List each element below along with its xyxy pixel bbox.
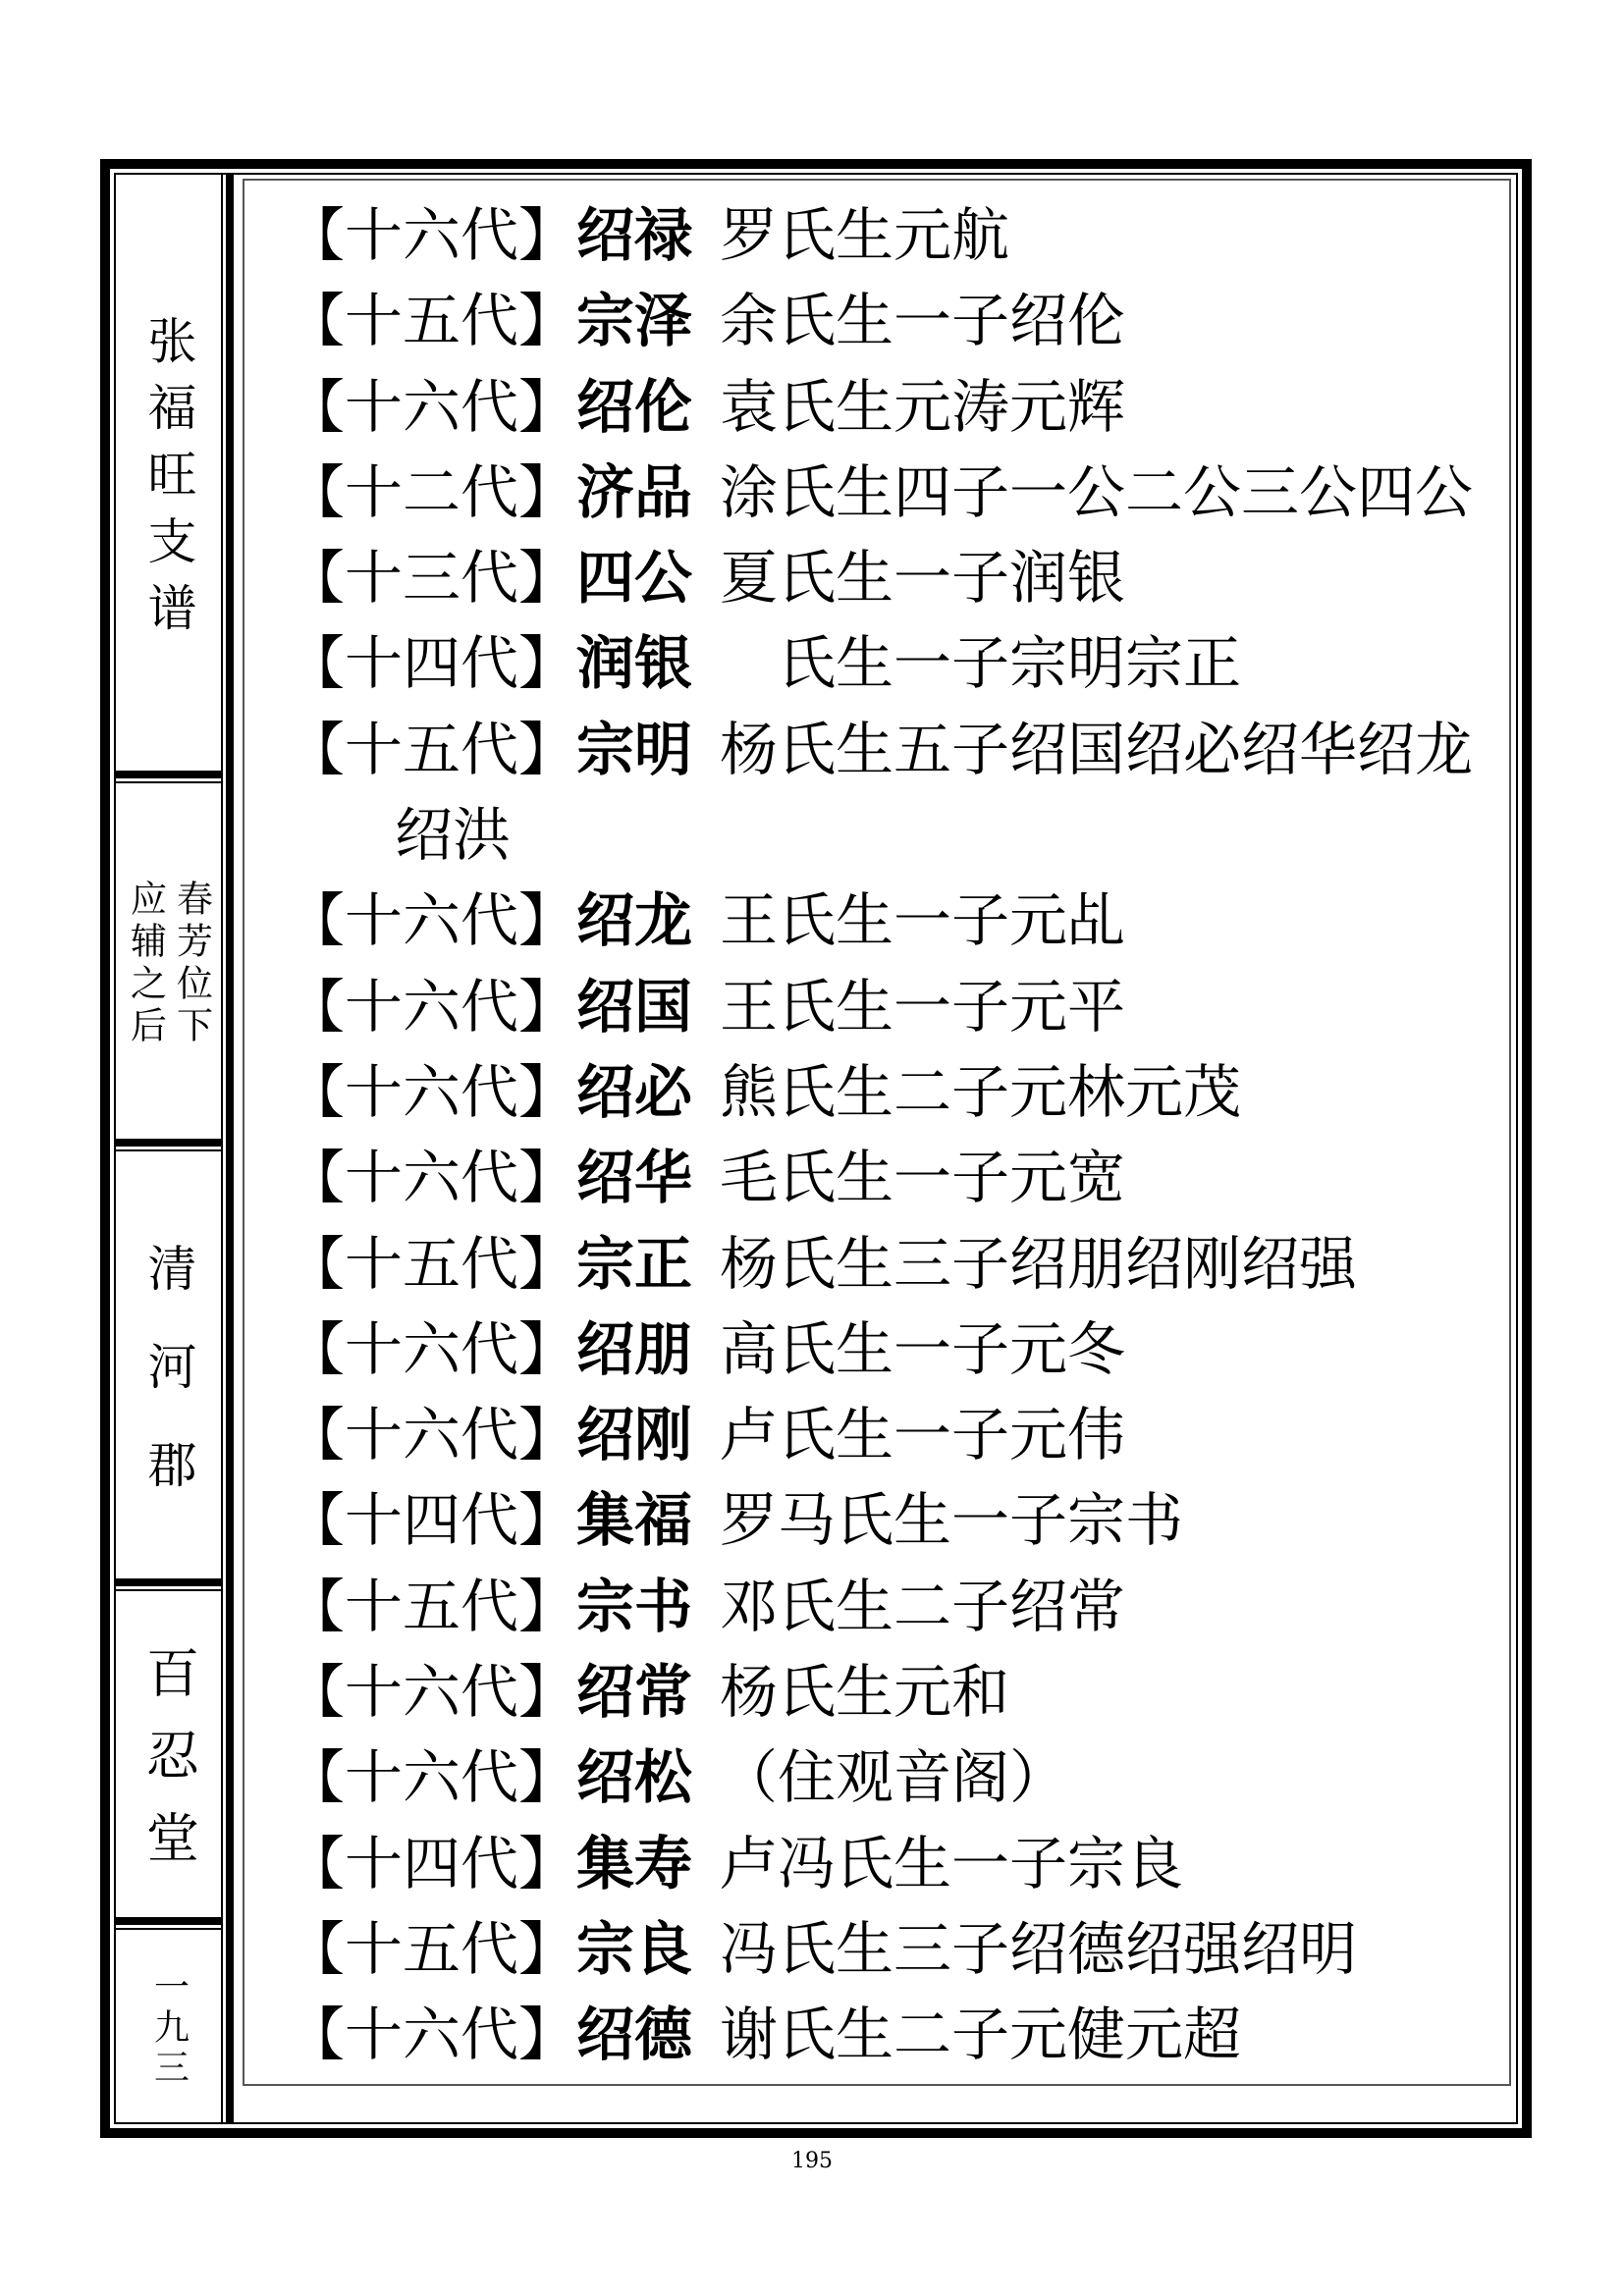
entry-description: 罗氏生元航 <box>720 201 1010 269</box>
branch-line-left: 应辅之后 <box>124 880 167 1048</box>
sidebar-separator <box>116 1578 221 1586</box>
entry-description: 余氏生一子绍伦 <box>720 287 1126 355</box>
entry-row <box>287 535 1504 620</box>
entry-row <box>287 1649 1504 1735</box>
generation-label: 【十六代】 <box>287 1743 577 1812</box>
sidebar-divider-thin <box>221 175 223 2122</box>
sidebar-commandery-box <box>116 1151 221 1578</box>
entry-description: 涂氏生四子一公二公三公四公 <box>720 457 1474 526</box>
entry-row <box>287 1992 1504 2077</box>
entry-row <box>287 192 1504 278</box>
sidebar-separator <box>116 771 221 778</box>
entry-description: 氏生一子宗明宗正 <box>720 629 1242 698</box>
entry-description-continued: 绍洪 <box>395 801 512 870</box>
entry-row <box>287 1477 1504 1563</box>
entry-description: 杨氏生元和 <box>720 1658 1010 1727</box>
generation-label: 【十五代】 <box>287 1229 577 1298</box>
person-name: 绍必 <box>576 1057 693 1126</box>
generation-label: 【十五代】 <box>287 287 577 355</box>
entry-description: （住观音阁） <box>720 1743 1068 1812</box>
sidebar-hall-box <box>116 1591 221 1917</box>
person-name: 宗明 <box>576 715 693 783</box>
entry-row <box>287 1221 1504 1307</box>
generation-label: 【十六代】 <box>287 1401 577 1469</box>
person-name: 绍常 <box>576 1658 693 1727</box>
entry-description: 卢冯氏生一子宗良 <box>720 1829 1184 1897</box>
entry-row <box>287 1392 1504 1477</box>
generation-label: 【十二代】 <box>287 457 577 526</box>
person-name: 宗良 <box>576 1914 693 1983</box>
person-name: 济品 <box>576 457 693 526</box>
entry-description: 卢氏生一子元伟 <box>720 1401 1126 1469</box>
genealogy-title: 张福旺支谱 <box>139 314 197 649</box>
branch-lines <box>124 874 213 1048</box>
generation-label: 【十六代】 <box>287 372 577 441</box>
entry-row <box>287 1135 1504 1220</box>
person-name: 集福 <box>576 1486 693 1555</box>
entry-description: 高氏生一子元冬 <box>720 1314 1126 1383</box>
entry-description: 袁氏生元涛元辉 <box>720 372 1126 441</box>
sidebar-page-box <box>116 1930 221 2122</box>
entry-description: 王氏生一子元平 <box>720 972 1126 1041</box>
generation-label: 【十五代】 <box>287 715 577 783</box>
generation-label: 【十四代】 <box>287 1829 577 1897</box>
generation-label: 【十四代】 <box>287 1486 577 1555</box>
generation-label: 【十六代】 <box>287 201 577 269</box>
entry-row <box>287 364 1504 450</box>
page-number: 195 <box>791 2149 833 2173</box>
entry-description: 王氏生一子元乩 <box>720 886 1126 955</box>
entry-description: 邓氏生二子绍常 <box>720 1572 1126 1640</box>
person-name: 绍松 <box>576 1743 693 1812</box>
generation-label: 【十六代】 <box>287 1057 577 1126</box>
entry-row <box>287 707 1504 792</box>
entry-row <box>287 278 1504 363</box>
sidebar-title-box <box>116 175 221 771</box>
commandery-name: 清河郡 <box>139 1242 197 1537</box>
entry-row <box>287 964 1504 1049</box>
entry-row <box>287 1307 1504 1392</box>
generation-label: 【十五代】 <box>287 1572 577 1640</box>
entry-row <box>287 1735 1504 1820</box>
generation-label: 【十六代】 <box>287 1144 577 1212</box>
entry-description: 毛氏生一子元宽 <box>720 1144 1126 1212</box>
sidebar-separator <box>116 1917 221 1925</box>
entry-description: 冯氏生三子绍德绍强绍明 <box>720 1914 1358 1983</box>
entry-description: 熊氏生二子元林元茂 <box>720 1057 1242 1126</box>
person-name: 宗书 <box>576 1572 693 1640</box>
person-name: 集寿 <box>576 1829 693 1897</box>
entry-row <box>287 1564 1504 1649</box>
entry-row <box>287 620 1504 706</box>
person-name: 绍龙 <box>576 886 693 955</box>
entry-row <box>287 878 1504 963</box>
person-name: 宗泽 <box>576 287 693 355</box>
entry-row <box>287 1049 1504 1135</box>
entry-row <box>287 1906 1504 1992</box>
generation-label: 【十六代】 <box>287 1658 577 1727</box>
entry-continuation <box>287 792 1504 878</box>
hall-name: 百忍堂 <box>137 1645 200 1893</box>
branch-line-right: 春芳位下 <box>170 880 213 1048</box>
person-name: 绍伦 <box>576 372 693 441</box>
person-name: 绍德 <box>576 2001 693 2069</box>
genealogy-entries <box>287 192 1504 2078</box>
chinese-page-number: 一九三 <box>148 1968 189 2089</box>
person-name: 绍朋 <box>576 1314 693 1383</box>
generation-label: 【十三代】 <box>287 544 577 613</box>
entry-description: 谢氏生二子元健元超 <box>720 2001 1242 2069</box>
sidebar-divider-thick <box>226 175 234 2122</box>
person-name: 绍华 <box>576 1144 693 1212</box>
generation-label: 【十五代】 <box>287 1914 577 1983</box>
person-name: 润银 <box>576 629 693 698</box>
generation-label: 【十六代】 <box>287 2001 577 2069</box>
person-name: 宗正 <box>576 1229 693 1298</box>
entry-description: 杨氏生三子绍朋绍刚绍强 <box>720 1229 1358 1298</box>
generation-label: 【十六代】 <box>287 886 577 955</box>
entry-description: 罗马氏生一子宗书 <box>720 1486 1184 1555</box>
generation-label: 【十六代】 <box>287 972 577 1041</box>
sidebar-separator <box>116 1139 221 1147</box>
person-name: 绍刚 <box>576 1401 693 1469</box>
entry-row <box>287 1821 1504 1906</box>
generation-label: 【十六代】 <box>287 1314 577 1383</box>
person-name: 绍国 <box>576 972 693 1041</box>
sidebar-branch-box <box>116 783 221 1139</box>
entry-description: 杨氏生五子绍国绍必绍华绍龙 <box>720 715 1474 783</box>
person-name: 四公 <box>576 544 693 613</box>
person-name: 绍禄 <box>576 201 693 269</box>
generation-label: 【十四代】 <box>287 629 577 698</box>
entry-row <box>287 450 1504 535</box>
entry-description: 夏氏生一子润银 <box>720 544 1126 613</box>
